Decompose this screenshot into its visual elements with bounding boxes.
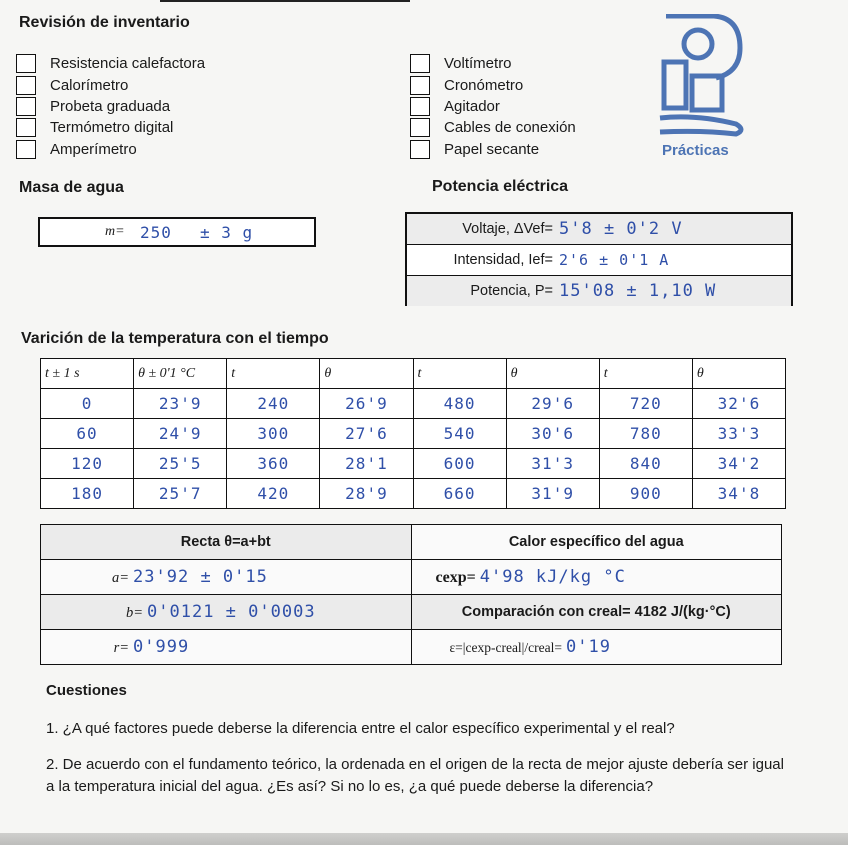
inventory-heading: Revisión de inventario — [19, 14, 190, 31]
checkbox[interactable] — [410, 97, 430, 116]
inventory-item — [16, 96, 205, 117]
inventory-item-label: Resistencia calefactora — [50, 55, 206, 73]
r-value[interactable]: 0'999 — [133, 637, 190, 657]
header-cell: θ — [506, 359, 599, 389]
inventory-item-label: Cables de conexión — [444, 119, 576, 137]
table-cell[interactable]: 30'6 — [506, 419, 599, 449]
checkbox[interactable] — [16, 54, 36, 73]
inventory-item — [410, 139, 576, 160]
mass-value[interactable]: 250 — [140, 222, 172, 242]
checkbox[interactable] — [16, 118, 36, 137]
table-cell[interactable]: 31'9 — [506, 479, 599, 509]
checkbox[interactable] — [16, 97, 36, 116]
table-cell[interactable]: 32'6 — [692, 389, 785, 419]
error-value[interactable]: 0'19 — [566, 637, 611, 657]
questions-heading: Cuestiones — [46, 682, 127, 699]
table-cell[interactable]: 31'3 — [506, 449, 599, 479]
b-value[interactable]: 0'0121 ± 0'0003 — [147, 602, 316, 622]
table-row — [41, 449, 786, 479]
power-value[interactable]: 15'08 ± 1,10 W — [559, 281, 717, 301]
table-cell[interactable]: 33'3 — [692, 419, 785, 449]
error-label: ε=|cexp-creal|/creal= — [449, 640, 562, 655]
inventory-item — [16, 74, 205, 95]
table-cell[interactable]: 34'8 — [692, 479, 785, 509]
table-cell[interactable]: 180 — [41, 479, 134, 509]
mass-field — [38, 217, 316, 247]
table-cell[interactable]: 780 — [599, 419, 692, 449]
error-cell — [411, 630, 782, 665]
checkbox[interactable] — [16, 76, 36, 95]
checkbox[interactable] — [410, 76, 430, 95]
fit-results-table — [40, 524, 782, 665]
inventory-item — [16, 53, 205, 74]
table-row — [41, 389, 786, 419]
mass-label: m= — [105, 224, 125, 239]
inventory-item — [410, 74, 576, 95]
table-cell[interactable]: 480 — [413, 389, 506, 419]
checkbox[interactable] — [410, 140, 430, 159]
table-cell[interactable]: 26'9 — [320, 389, 413, 419]
inventory-item-label: Termómetro digital — [50, 119, 174, 137]
table-cell[interactable]: 660 — [413, 479, 506, 509]
r-label: r= — [113, 640, 129, 656]
table-cell[interactable]: 60 — [41, 419, 134, 449]
b-label: b= — [125, 605, 143, 621]
question-2: 2. De acuerdo con el fundamento teórico, la ordenada en el origen de la recta de mejor ajuste debería ser igual a la temperatura inicial del agua. ¿Es así? Si no lo es, ¿a qué puede deberse la diferencia? — [46, 756, 784, 795]
checkbox[interactable] — [16, 140, 36, 159]
checkbox[interactable] — [410, 118, 430, 137]
header-cell: θ — [692, 359, 785, 389]
inventory-right-list — [410, 53, 576, 160]
page-edge — [0, 833, 848, 845]
table-row — [41, 419, 786, 449]
r-cell — [41, 630, 412, 665]
table-cell[interactable]: 27'6 — [320, 419, 413, 449]
temperature-table — [40, 358, 786, 509]
table-cell[interactable]: 360 — [227, 449, 320, 479]
table-cell[interactable]: 120 — [41, 449, 134, 479]
inventory-item-label: Amperímetro — [50, 140, 137, 158]
comparison-title: Comparación con creal= 4182 J/(kg·°C) — [411, 595, 782, 630]
inventory-item — [16, 117, 205, 138]
question-1: 1. ¿A qué factores puede deberse la diferencia entre el calor específico experimental y el real? — [46, 720, 675, 737]
mass-heading: Masa de agua — [19, 179, 124, 196]
inventory-item-label: Cronómetro — [444, 76, 524, 94]
b-cell — [41, 595, 412, 630]
table-cell[interactable]: 34'2 — [692, 449, 785, 479]
power-table — [405, 212, 793, 306]
table-cell[interactable]: 900 — [599, 479, 692, 509]
current-value[interactable]: 2'6 ± 0'1 A — [559, 251, 670, 269]
a-cell — [41, 560, 412, 595]
power-heading: Potencia eléctrica — [432, 178, 569, 195]
table-cell[interactable]: 25'5 — [134, 449, 227, 479]
voltage-value[interactable]: 5'8 ± 0'2 V — [559, 219, 683, 239]
header-cell: θ ± 0'1 °C — [134, 359, 227, 389]
fit-row-r — [41, 630, 782, 665]
table-cell[interactable]: 540 — [413, 419, 506, 449]
header-cell: t — [413, 359, 506, 389]
table-cell[interactable]: 23'9 — [134, 389, 227, 419]
fit-title: Recta θ=a+bt — [41, 525, 412, 560]
power-label: Potencia, P= — [470, 283, 553, 299]
header-cell: θ — [320, 359, 413, 389]
table-cell[interactable]: 240 — [227, 389, 320, 419]
checkbox[interactable] — [410, 54, 430, 73]
table-cell[interactable]: 420 — [227, 479, 320, 509]
voltage-label: Voltaje, ΔVef= — [462, 221, 553, 237]
header-cell: t — [599, 359, 692, 389]
fit-title-row — [41, 525, 782, 560]
current-row — [407, 244, 791, 275]
table-cell[interactable]: 25'7 — [134, 479, 227, 509]
a-label: a= — [111, 570, 129, 586]
logo-caption: Prácticas — [662, 142, 729, 159]
inventory-item-label: Voltímetro — [444, 55, 512, 73]
inventory-item — [410, 96, 576, 117]
inventory-item — [410, 117, 576, 138]
header-cell: t ± 1 s — [41, 359, 134, 389]
table-cell[interactable]: 24'9 — [134, 419, 227, 449]
cexp-cell — [411, 560, 782, 595]
inventory-left-list — [16, 53, 205, 160]
questions-section — [46, 680, 786, 798]
power-row — [407, 275, 791, 306]
table-cell[interactable]: 28'1 — [320, 449, 413, 479]
inventory-item-label: Probeta graduada — [50, 97, 171, 115]
fit-row-b — [41, 595, 782, 630]
header-cell: t — [227, 359, 320, 389]
specific-heat-title: Calor específico del agua — [411, 525, 782, 560]
table-cell[interactable]: 300 — [227, 419, 320, 449]
table-row — [41, 479, 786, 509]
table-cell[interactable]: 600 — [413, 449, 506, 479]
cexp-label: cexp= — [435, 569, 476, 586]
table-cell[interactable]: 0 — [41, 389, 134, 419]
table-cell[interactable]: 28'9 — [320, 479, 413, 509]
inventory-item — [410, 53, 576, 74]
table-cell[interactable]: 840 — [599, 449, 692, 479]
table-header-row — [41, 359, 786, 389]
inventory-item — [16, 139, 205, 160]
table-cell[interactable]: 720 — [599, 389, 692, 419]
current-label: Intensidad, Ief= — [453, 252, 553, 268]
voltage-row — [407, 214, 791, 244]
table-cell[interactable]: 29'6 — [506, 389, 599, 419]
inventory-item-label: Agitador — [444, 97, 500, 115]
top-rule — [160, 0, 410, 2]
a-value[interactable]: 23'92 ± 0'15 — [133, 567, 268, 587]
mass-error[interactable]: ± 3 g — [200, 222, 254, 242]
fit-row-a — [41, 560, 782, 595]
temperature-heading: Varición de la temperatura con el tiempo — [21, 330, 329, 347]
cexp-value[interactable]: 4'98 kJ/kg °C — [479, 567, 626, 587]
inventory-item-label: Papel secante — [444, 140, 540, 158]
inventory-item-label: Calorímetro — [50, 76, 129, 94]
